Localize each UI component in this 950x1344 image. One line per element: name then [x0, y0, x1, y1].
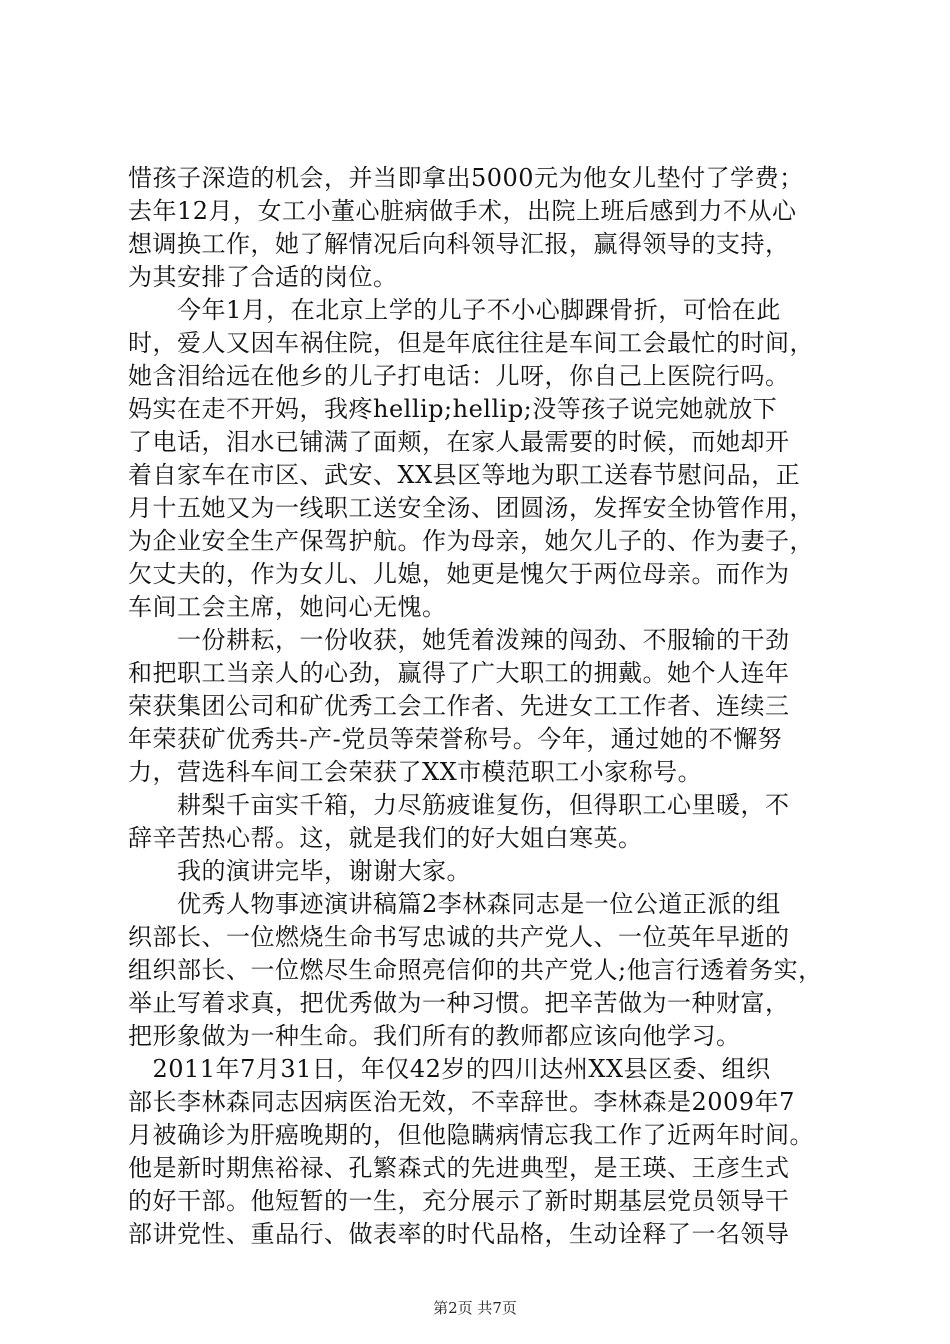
text-line: 组织部长、一位燃尽生命照亮信仰的共产党人;他言行透着务实，: [128, 956, 823, 984]
text-line: 去年12月，女工小董心脏病做手术，出院上班后感到力不从心: [128, 197, 797, 225]
text-line: 想调换工作，她了解情况后向科领导汇报，赢得领导的支持，: [128, 230, 790, 258]
text-line: 2011年7月31日，年仅42岁的四川达州XX县区委、组织: [128, 1055, 771, 1083]
text-line: 耕梨千亩实千箱，力尽筋疲谁复伤，但得职工心里暖，不: [128, 791, 790, 819]
text-line: 为其安排了合适的岗位。: [128, 263, 398, 291]
text-line: 部长李林森同志因病医治无效，不幸辞世。李林森是2009年7: [128, 1088, 795, 1116]
text-line: 时，爱人又因车祸住院，但是年底往往是车间工会最忙的时间，: [128, 329, 814, 357]
text-line: 妈实在走不开妈，我疼hellip;hellip;没等孩子说完她就放下: [128, 395, 778, 423]
text-line: 举止写着求真，把优秀做为一种习惯。把辛苦做为一种财富，: [128, 989, 790, 1017]
text-line: 月被确诊为肝癌晚期的，但他隐瞒病情忘我工作了近两年时间。: [128, 1121, 814, 1149]
text-line: 辞辛苦热心帮。这，就是我们的好大姐白寒英。: [128, 824, 643, 852]
text-line: 和把职工当亲人的心劲，赢得了广大职工的拥戴。她个人连年: [128, 659, 790, 687]
text-line: 的好干部。他短暂的一生，充分展示了新时期基层党员领导干: [128, 1187, 790, 1215]
text-line: 惜孩子深造的机会，并当即拿出5000元为他女儿垫付了学费；: [128, 164, 804, 192]
text-line: 一份耕耘，一份收获，她凭着泼辣的闯劲、不服输的干劲: [128, 626, 790, 654]
text-line: 着自家车在市区、武安、XX县区等地为职工送春节慰问品，正: [128, 461, 801, 489]
text-line: 优秀人物事迹演讲稿篇2李林森同志是一位公道正派的组: [128, 890, 781, 918]
text-line: 织部长、一位燃烧生命书写忠诚的共产党人、一位英年早逝的: [128, 923, 790, 951]
text-line: 部讲党性、重品行、做表率的时代品格，生动诠释了一名领导: [128, 1220, 790, 1248]
text-line: 他是新时期焦裕禄、孔繁森式的先进典型，是王瑛、王彦生式: [128, 1154, 790, 1182]
text-line: 把形象做为一种生命。我们所有的教师都应该向他学习。: [128, 1022, 741, 1050]
text-line: 荣获集团公司和矿优秀工会工作者、先进女工工作者、连续三: [128, 692, 790, 720]
text-line: 年荣获矿优秀共-产-党员等荣誉称号。今年，通过她的不懈努: [128, 725, 783, 753]
text-line: 我的演讲完毕，谢谢大家。: [128, 857, 471, 885]
text-line: 为企业安全生产保驾护航。作为母亲，她欠儿子的、作为妻子，: [128, 527, 814, 555]
text-line: 了电话，泪水已铺满了面颊，在家人最需要的时候，而她却开: [128, 428, 790, 456]
text-line: 车间工会主席，她问心无愧。: [128, 593, 447, 621]
text-line: 月十五她又为一线职工送安全汤、团圆汤，发挥安全协管作用，: [128, 494, 814, 522]
text-line: 力，营选科车间工会荣获了XX市模范职工小家称号。: [128, 758, 703, 786]
page-footer: 第2页 共7页: [433, 1299, 517, 1317]
text-line: 她含泪给远在他乡的儿子打电话：儿呀，你自己上医院行吗。: [128, 362, 790, 390]
text-line: 欠丈夫的，作为女儿、儿媳，她更是愧欠于两位母亲。而作为: [128, 560, 790, 588]
text-line: 今年1月，在北京上学的儿子不小心脚踝骨折，可恰在此: [128, 296, 781, 324]
body-text: [128, 162, 828, 1251]
